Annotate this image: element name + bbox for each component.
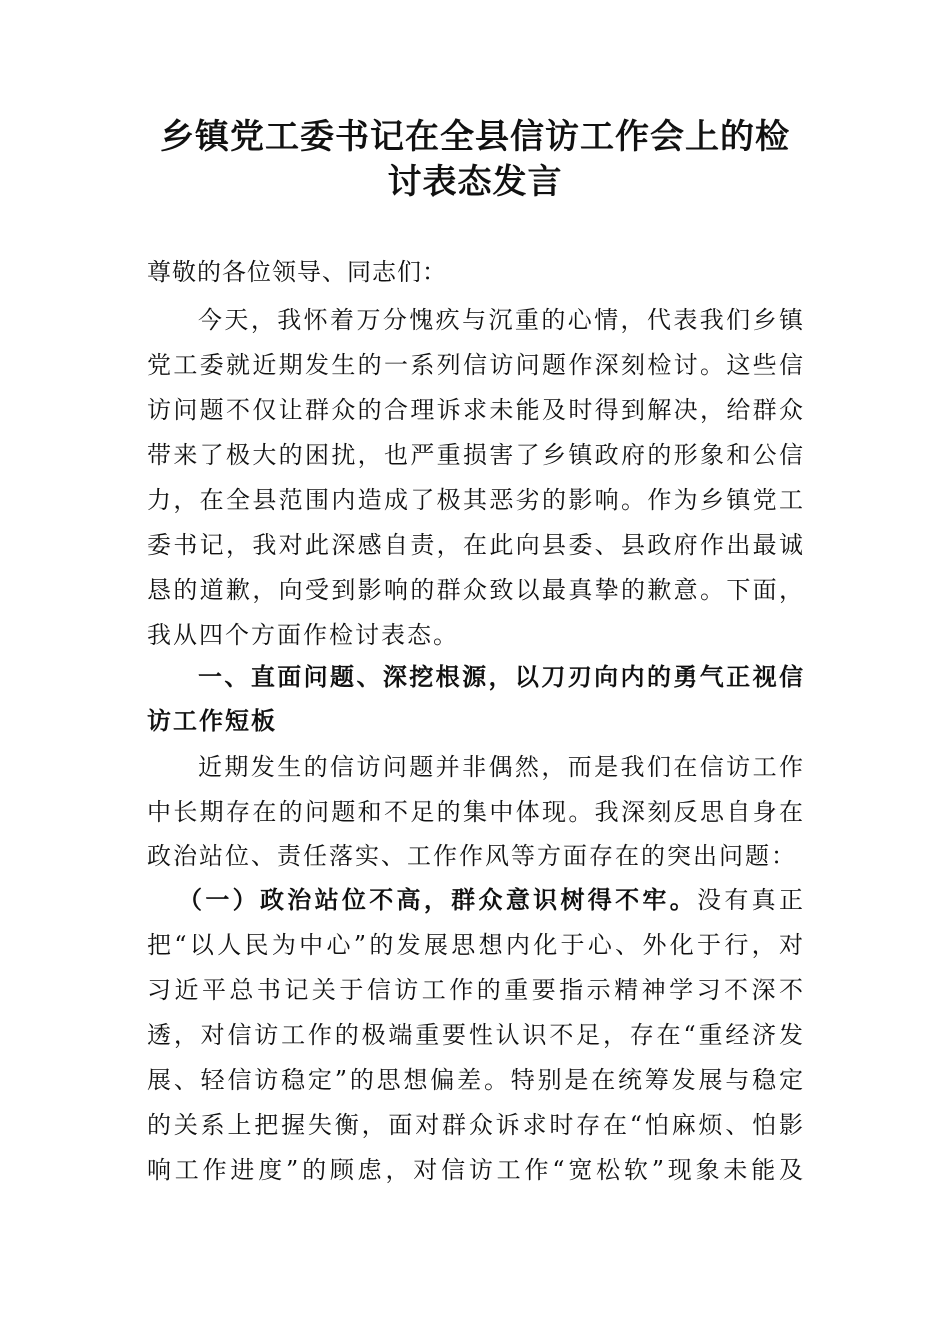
heading-line: 一、直面问题、深挖根源，以刀刃向内的勇气正视信 <box>198 662 805 691</box>
text-line: 带来了极大的困扰，也严重损害了乡镇政府的形象和公信 <box>147 441 805 469</box>
text-line: 恳的道歉，向受到影响的群众致以最真挚的歉意。下面， <box>147 576 805 604</box>
heading-line: 访工作短板 <box>147 706 277 735</box>
text-line: 委书记，我对此深感自责，在此向县委、县政府作出最诚 <box>147 531 805 559</box>
text-line: 力，在全县范围内造成了极其恶劣的影响。作为乡镇党工 <box>147 486 805 514</box>
salutation: 尊敬的各位领导、同志们： <box>147 258 447 286</box>
text-line <box>178 885 805 915</box>
text-line: 中长期存在的问题和不足的集中体现。我深刻反思自身在 <box>147 798 805 826</box>
text-line: 今天，我怀着万分愧疚与沉重的心情，代表我们乡镇 <box>198 306 805 334</box>
text-line: 透，对信访工作的极端重要性认识不足，存在“重经济发 <box>147 1021 805 1049</box>
text-line: 响工作进度”的顾虑，对信访工作“宽松软”现象未能及 <box>147 1156 805 1184</box>
title-line: 乡镇党工委书记在全县信访工作会上的检 <box>160 117 790 157</box>
text-line: 访问题不仅让群众的合理诉求未能及时得到解决，给群众 <box>147 396 805 424</box>
text-line: 展、轻信访稳定”的思想偏差。特别是在统筹发展与稳定 <box>147 1066 805 1094</box>
title-line: 讨表态发言 <box>387 162 563 202</box>
text-line: 政治站位、责任落实、工作作风等方面存在的突出问题： <box>147 842 797 870</box>
text-line: 党工委就近期发生的一系列信访问题作深刻检讨。这些信 <box>147 351 805 379</box>
text-line: 习近平总书记关于信访工作的重要指示精神学习不深不 <box>147 976 805 1004</box>
item-text: 没有真正 <box>697 886 806 914</box>
text-line: 近期发生的信访问题并非偶然，而是我们在信访工作 <box>198 753 805 781</box>
text-line: 的关系上把握失衡，面对群众诉求时存在“怕麻烦、怕影 <box>147 1111 805 1139</box>
item-heading: （一）政治站位不高，群众意识树得不牢。 <box>178 885 698 914</box>
text-line: 把“以人民为中心”的发展思想内化于心、外化于行，对 <box>147 931 805 959</box>
text-line: 我从四个方面作检讨表态。 <box>147 621 459 649</box>
